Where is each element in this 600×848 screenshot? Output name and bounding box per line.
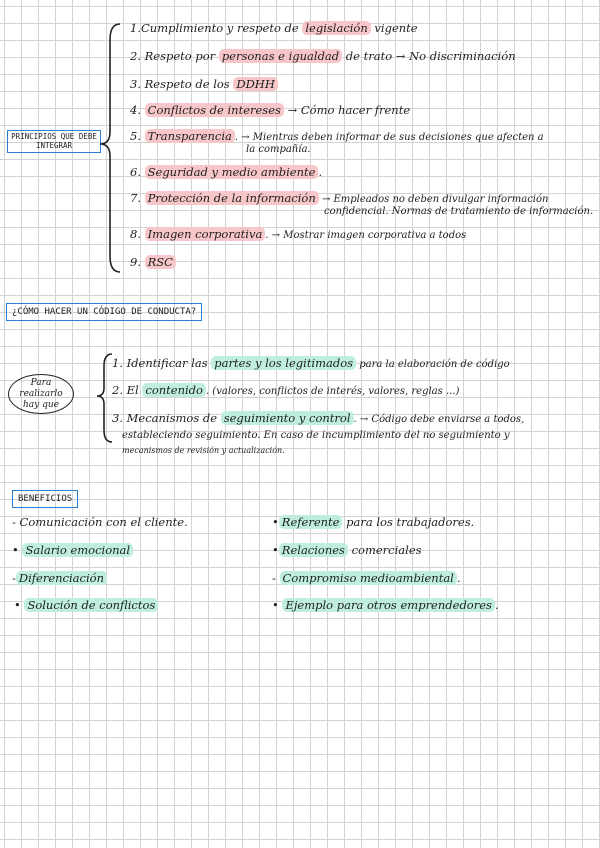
principles-label: PRINCIPIOS QUE DEBE INTEGRAR [7,130,101,153]
principle-item: 8. Imagen corporativa . → Mostrar imagen corporativa a todos [130,227,467,241]
principle-item: 2. Respeto por personas e igualdad de trato → No discriminación [130,49,516,63]
principle-item: 6. Seguridad y medio ambiente . [130,165,323,179]
principle-item: 5. Transparencia . → Mientras deben informar de sus decisiones que afecten a [130,129,544,143]
howto-item: 1. Identificar las partes y los legitimados para la elaboración de código [112,356,510,370]
benefit-item: - Comunicación con el cliente. [12,515,188,529]
principle-item: 7. Protección de la información → Empleados no deben divulgar información [130,191,549,205]
benefit-item: • Ejemplo para otros emprendedores . [272,598,499,612]
howto-item-cont: mecanismos de revisión y actualización. [122,446,285,455]
principle-item: 3. Respeto de los DDHH [130,78,278,92]
benefit-item: • Relaciones comerciales [272,543,422,557]
howto-item: 3. Mecanismos de seguimiento y control . → Código debe enviarse a todos, [112,411,525,425]
benefit-item: • Salario emocional [12,544,133,558]
principle-item-cont: la compañía. [246,144,311,155]
principle-item: 9. RSC [130,256,176,270]
principles-brace [96,20,126,280]
benefit-item: - Diferenciación [12,572,107,586]
principle-item-cont: confidencial. Normas de tratamiento de información. [324,206,594,217]
benefits-heading: BENEFICIOS [12,490,78,508]
howto-item: 2. El contenido . (valores, conflictos de interés, valores, reglas ...) [112,383,460,397]
howto-item-cont: estableciendo seguimiento. En caso de incumplimiento del no seguimiento y [122,430,510,441]
howto-heading: ¿CÓMO HACER UN CÓDIGO DE CONDUCTA? [6,303,202,321]
benefit-item: • Solución de conflictos [14,599,158,613]
principle-item: 1.Cumplimiento y respeto de legislación vigente [130,21,418,35]
benefit-item: - Compromiso medioambiental . [272,571,461,585]
principle-item: 4. Conflictos de intereses → Cómo hacer frente [130,103,411,117]
howto-oval: Para realizarlo hay que [8,374,74,414]
benefit-item: • Referente para los trabajadores. [272,515,475,529]
